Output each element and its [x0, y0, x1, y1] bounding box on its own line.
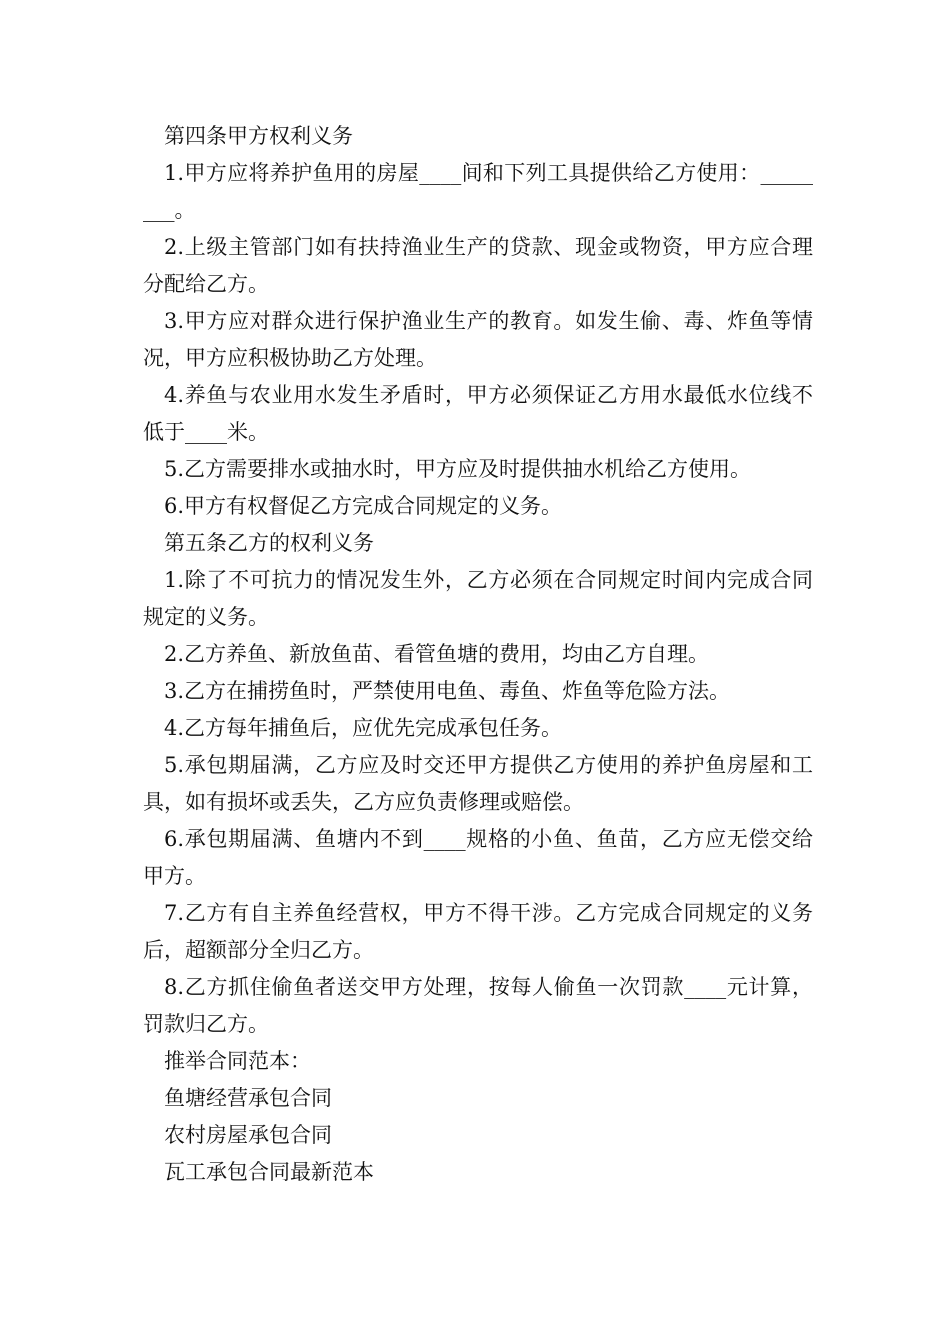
clause-paragraph: 2.上级主管部门如有扶持渔业生产的贷款、现金或物资，甲方应合理分配给乙方。	[143, 235, 813, 296]
clause-paragraph: 7.乙方有自主养鱼经营权，甲方不得干涉。乙方完成合同规定的义务后，超额部分全归乙方。	[143, 901, 813, 962]
section-heading-article-4: 第四条甲方权利义务	[164, 124, 353, 148]
clause-paragraph: 3.甲方应对群众进行保护渔业生产的教育。如发生偷、毒、炸鱼等情况，甲方应积极协助乙方处理。	[143, 309, 813, 370]
recommended-template-item: 鱼塘经营承包合同	[164, 1086, 332, 1110]
section-heading-article-5: 第五条乙方的权利义务	[164, 531, 374, 555]
clause-paragraph: 3.乙方在捕捞鱼时，严禁使用电鱼、毒鱼、炸鱼等危险方法。	[164, 679, 731, 703]
clause-paragraph: 6.甲方有权督促乙方完成合同规定的义务。	[164, 494, 563, 518]
clause-paragraph: 6.承包期届满、鱼塘内不到____规格的小鱼、鱼苗，乙方应无偿交给甲方。	[143, 827, 813, 888]
clause-paragraph: 1.甲方应将养护鱼用的房屋____间和下列工具提供给乙方使用：________。	[143, 161, 813, 222]
recommended-templates-heading: 推举合同范本：	[164, 1049, 311, 1073]
clause-paragraph: 8.乙方抓住偷鱼者送交甲方处理，按每人偷鱼一次罚款____元计算，罚款归乙方。	[143, 975, 813, 1036]
clause-paragraph: 5.承包期届满，乙方应及时交还甲方提供乙方使用的养护鱼房屋和工具，如有损坏或丢失，乙方应负责修理或赔偿。	[143, 753, 813, 814]
document-body	[143, 118, 813, 1191]
recommended-template-item: 农村房屋承包合同	[164, 1123, 332, 1147]
clause-paragraph: 2.乙方养鱼、新放鱼苗、看管鱼塘的费用，均由乙方自理。	[164, 642, 710, 666]
clause-paragraph: 4.养鱼与农业用水发生矛盾时，甲方必须保证乙方用水最低水位线不低于____米。	[143, 383, 813, 444]
recommended-template-item: 瓦工承包合同最新范本	[164, 1160, 374, 1184]
clause-paragraph: 5.乙方需要排水或抽水时，甲方应及时提供抽水机给乙方使用。	[164, 457, 752, 481]
clause-paragraph: 4.乙方每年捕鱼后，应优先完成承包任务。	[164, 716, 563, 740]
clause-paragraph: 1.除了不可抗力的情况发生外，乙方必须在合同规定时间内完成合同规定的义务。	[143, 568, 813, 629]
